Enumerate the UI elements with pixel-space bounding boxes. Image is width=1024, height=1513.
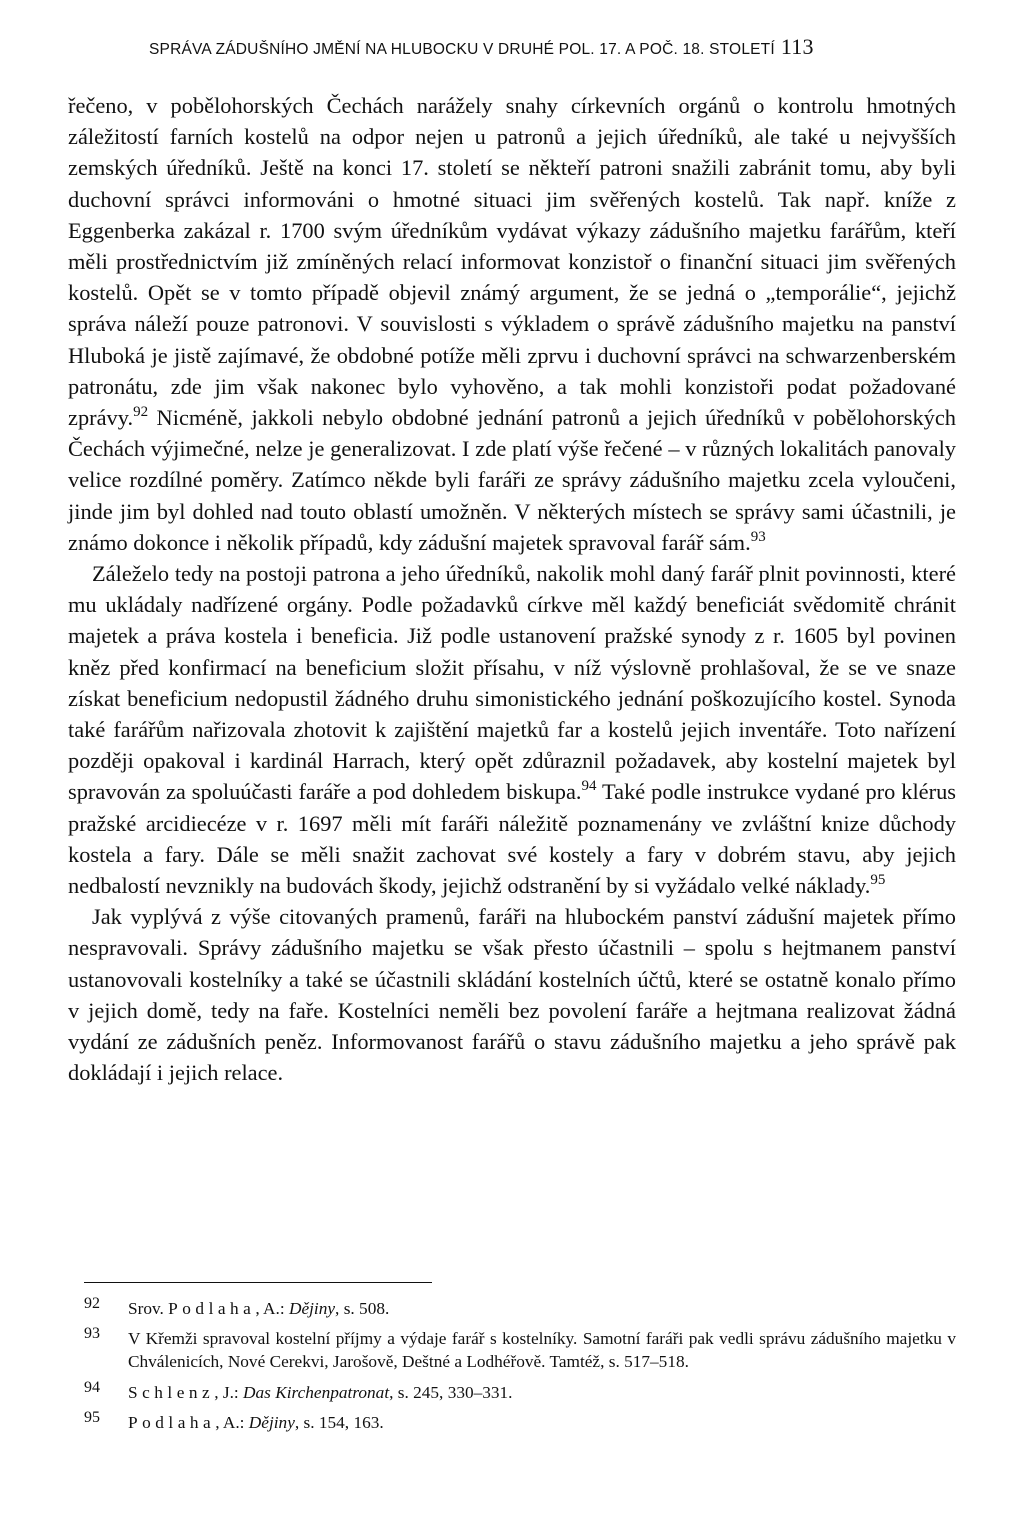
footnote-number: 94 bbox=[84, 1378, 100, 1396]
page-number: 113 bbox=[780, 34, 814, 59]
footnote-ref-95: 95 bbox=[870, 872, 886, 889]
paragraph-2 bbox=[68, 558, 956, 901]
footnote-author: Schlenz bbox=[128, 1382, 215, 1402]
footnote-92 bbox=[84, 1297, 956, 1320]
footnote-text: Srov. Podlaha, A.: Dějiny, s. 508. bbox=[128, 1299, 390, 1318]
paragraph-1-text-a: řečeno, v pobělohorských Čechách narážely snahy církevních orgánů o kontrolu hmotných záležitostí farních kostelů na odpor nejen u patronů a jejich úředníků, ale také u nejvyšších zemských úředníků. Ještě na konci 17. století se někteří patroni snažili zabránit tomu, aby byli duchovní správci informováni o hmotné situaci jim svěřených kostelů. Tak např. kníže z Eggenberka zakázal r. 1700 svým úředníkům vydávat výkazy zádušního majetku farářům, kteří měli prostřednictvím již zmíněných relací informovat konzistoř o finanční situaci jim svěřených kostelů. Opět se v tomto případě objevil známý argument, že se jedná o „temporálie“, jejichž správa náleží pouze patronovi. V souvislosti s výkladem o správě zádušního majetku na panství Hluboká je jistě zajímavé, že obdobné potíže měli zprvu i duchovní správci na schwarzenberském patronátu, zde jim však nakonec bylo vyhověno, a tak mohli konzistoři podat požadované zprávy. bbox=[68, 93, 956, 431]
footnote-author: Podlaha bbox=[168, 1299, 256, 1318]
footnote-title: Das Kirchenpatronat bbox=[243, 1382, 390, 1402]
paragraph-1-text-b: Nicméně, jakkoli nebylo obdobné jednání patronů a jejich úředníků v pobělohorských Čechách výjimečné, nelze je generalizovat. I zde platí výše řečené – v různých lokalitách panovaly velice rozdílné poměry. Zatímco někde byli faráři ze správy zádušního majetku zcela vyloučeni, jinde jim byl dohled nad touto oblastí umožněn. V některých místech se správy sami účastnili, je známo dokonce i několik případů, kdy zádušní majetek spravoval farář sám. bbox=[68, 405, 956, 555]
footnote-text: V Křemži spravoval kostelní příjmy a výdaje farář s kostelníky. Samotní faráři pak vedli správu zádušního majetku v Chválenicích, Nové Cerekvi, Jarošově, Deštné a Lodhéřově. Tamtéž, s. 517–518. bbox=[128, 1329, 956, 1372]
footnote-number: 92 bbox=[84, 1295, 100, 1312]
footnote-93 bbox=[84, 1327, 956, 1373]
footnote-95 bbox=[84, 1408, 956, 1434]
running-title: SPRÁVA ZÁDUŠNÍHO JMĚNÍ NA HLUBOCKU V DRUHÉ POL. 17. A POČ. 18. STOLETÍ bbox=[149, 41, 775, 58]
footnote-title: Dějiny bbox=[248, 1412, 295, 1432]
paragraph-2-text-b: Také podle instrukce vydané pro klérus pražské arcidiecéze v r. 1697 měli mít faráři náležitě poznamenány ve zvláštní knize důchody kostela a fary. Dále se měli snažit zachovat své kostely a fary v dobrém stavu, aby jejich nedbalostí nevznikly na budovách škody, jejichž odstranění by si vyžádalo velké náklady. bbox=[68, 779, 956, 899]
footnote-ref-92: 92 bbox=[133, 404, 149, 421]
footnote-author: Podlaha bbox=[128, 1412, 216, 1432]
main-text bbox=[68, 90, 956, 1089]
paragraph-2-text-a: Záleželo tedy na postoji patrona a jeho úředníků, nakolik mohl daný farář plnit povinnosti, které mu ukládaly nadřízené orgány. Podle požadavků církve měl každý beneficiát svědomitě chránit majetek a práva kostela i beneficia. Již podle ustanovení pražské synody z r. 1605 byl povinen kněz před konfirmací na beneficium složit přísahu, v níž výslovně prohlašoval, že se ve snaze získat beneficium nedopustil žádného druhu simonistického jednání poškozujícího kostel. Synoda také farářům nařizovala zhotovit k zajištění majetků far a kostelů jejich inventáře. Toto nařízení později opakoval i kardinál Harrach, který opět zdůraznil požadavek, aby kostelní majetek byl spravován za spoluúčasti faráře a pod dohledem biskupa. bbox=[68, 561, 956, 805]
running-header bbox=[149, 34, 959, 60]
footnote-ref-93: 93 bbox=[750, 528, 766, 545]
paragraph-1 bbox=[68, 90, 956, 558]
footnote-number: 95 bbox=[84, 1408, 100, 1426]
footnote-94 bbox=[84, 1378, 956, 1404]
footnote-text: Podlaha, A.: Dějiny, s. 154, 163. bbox=[128, 1412, 384, 1432]
footnote-ref-94: 94 bbox=[581, 778, 597, 795]
footnote-text: Schlenz, J.: Das Kirchenpatronat, s. 245, 330–331. bbox=[128, 1382, 513, 1402]
footnote-number: 93 bbox=[84, 1325, 100, 1343]
footnotes bbox=[84, 1297, 956, 1441]
footnote-divider bbox=[84, 1282, 432, 1283]
footnote-title: Dějiny bbox=[288, 1299, 336, 1318]
paragraph-3: Jak vyplývá z výše citovaných pramenů, faráři na hlubockém panství zádušní majetek přímo nespravovali. Správy zádušního majetku se však přesto účastnili – spolu s hejtmanem panství ustanovovali kostelníky a také se účastnili skládání kostelních účtů, které se ostatně konalo přímo v jejich domě, tedy na faře. Kostelníci neměli bez povolení faráře a hejtmana realizovat žádná vydání ze zádušních peněz. Informovanost farářů o stavu zádušního majetku a jeho správě pak dokládají i jejich relace. bbox=[68, 904, 956, 1086]
